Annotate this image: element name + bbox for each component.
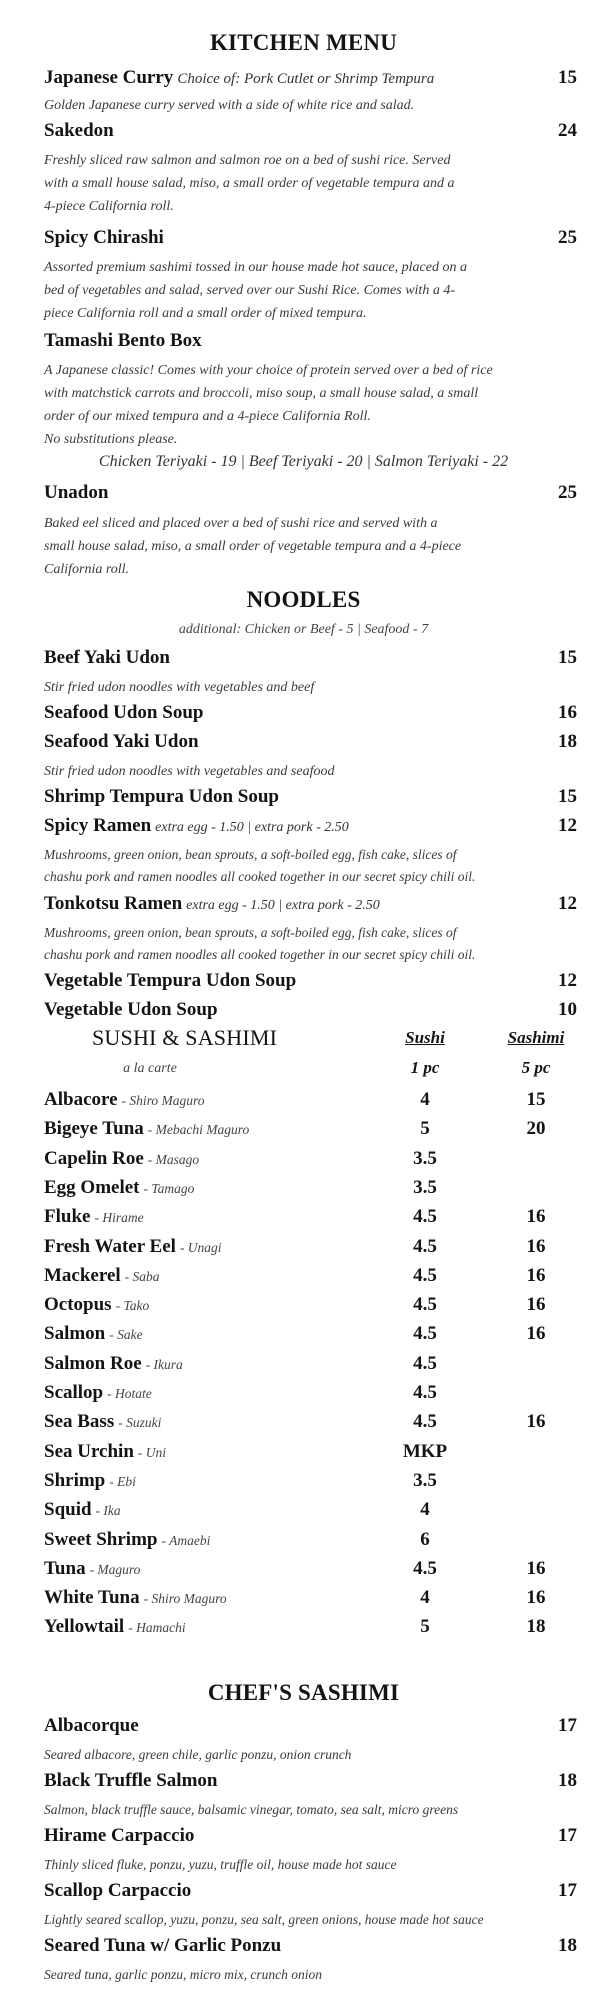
item-options: extra egg - 1.50 | extra pork - 2.50 bbox=[155, 820, 349, 835]
sushi-price: 4.5 bbox=[413, 1265, 437, 1286]
unadon-desc-3: California roll. bbox=[44, 562, 130, 577]
chef-item-price: 17 bbox=[558, 1825, 577, 1846]
chef-item-name: Albacorque bbox=[44, 1715, 139, 1736]
sushi-price: 4.5 bbox=[413, 1411, 437, 1432]
sushi-item-name: Albacore bbox=[44, 1089, 118, 1110]
table-row bbox=[44, 1587, 227, 1609]
sashimi-price: 16 bbox=[526, 1323, 546, 1344]
sushi-item-name: Bigeye Tuna bbox=[44, 1118, 144, 1139]
spicy-chirashi-desc-3: piece California roll and a small order of mixed tempura. bbox=[44, 306, 367, 321]
sashimi-price: 16 bbox=[526, 1265, 546, 1286]
spicy-ramen-price: 12 bbox=[558, 815, 577, 836]
sushi-item-name: Yellowtail bbox=[44, 1616, 125, 1637]
chef-item-price: 17 bbox=[558, 1880, 577, 1901]
sushi-item-japanese-name: - Tamago bbox=[143, 1181, 195, 1196]
sushi-price: 6 bbox=[420, 1529, 430, 1550]
sushi-item-japanese-name: - Ebi bbox=[109, 1474, 136, 1489]
table-row bbox=[44, 1236, 222, 1258]
bento-box-options: Chicken Teriyaki - 19 | Beef Teriyaki - 20 | Salmon Teriyaki - 22 bbox=[98, 453, 509, 470]
noodles-additional: additional: Chicken or Beef - 5 | Seafood - 7 bbox=[178, 622, 429, 637]
beef-yaki-udon-price: 15 bbox=[558, 647, 577, 668]
table-row bbox=[44, 1470, 136, 1492]
table-row bbox=[44, 1529, 210, 1551]
table-row bbox=[44, 1323, 143, 1345]
bento-box-desc-1: A Japanese classic! Comes with your choice of protein served over a bed of rice bbox=[44, 363, 493, 378]
sushi-item-name: Sweet Shrimp bbox=[44, 1529, 158, 1550]
table-row bbox=[44, 1294, 149, 1316]
seafood-udon-soup-name: Seafood Udon Soup bbox=[44, 702, 204, 723]
table-row bbox=[44, 1558, 140, 1580]
spicy-chirashi-desc-2: bed of vegetables and salad, served over our Sushi Rice. Comes with a 4- bbox=[44, 283, 455, 298]
item-name: Tonkotsu Ramen bbox=[44, 893, 183, 914]
sushi-column-header: Sushi bbox=[405, 1028, 445, 1047]
sushi-sashimi-heading: SUSHI & SASHIMI bbox=[92, 1025, 278, 1050]
sakedon-desc-3: 4-piece California roll. bbox=[44, 199, 174, 214]
sashimi-price: 16 bbox=[526, 1587, 546, 1608]
sashimi-price: 18 bbox=[526, 1616, 546, 1637]
japanese-curry-price: 15 bbox=[558, 67, 577, 88]
sushi-item-japanese-name: - Saba bbox=[124, 1269, 160, 1284]
sashimi-price: 16 bbox=[526, 1558, 546, 1579]
sushi-item-name: Salmon Roe bbox=[44, 1353, 142, 1374]
sushi-price: 4.5 bbox=[413, 1323, 437, 1344]
chef-item-desc: Seared albacore, green chile, garlic ponzu, onion crunch bbox=[44, 1747, 352, 1762]
sushi-price: 4 bbox=[420, 1089, 430, 1110]
sushi-column-sub: 1 pc bbox=[410, 1058, 440, 1077]
sushi-item-name: Fresh Water Eel bbox=[44, 1236, 176, 1257]
sushi-item-name: Capelin Roe bbox=[44, 1148, 144, 1169]
spicy-ramen-desc-2: chashu pork and ramen noodles all cooked together in our secret spicy chili oil. bbox=[44, 869, 476, 884]
tonkotsu-ramen-desc-2: chashu pork and ramen noodles all cooked together in our secret spicy chili oil. bbox=[44, 947, 476, 962]
sushi-item-name: Squid bbox=[44, 1499, 92, 1520]
item-name: Japanese Curry bbox=[44, 67, 174, 88]
sushi-item-name: Sea Urchin bbox=[44, 1441, 134, 1462]
table-row bbox=[44, 1411, 161, 1433]
beef-yaki-udon-desc: Stir fried udon noodles with vegetables and beef bbox=[44, 680, 315, 695]
chef-item-name: Black Truffle Salmon bbox=[44, 1770, 218, 1791]
bento-box-name: Tamashi Bento Box bbox=[44, 330, 202, 351]
table-row bbox=[44, 1118, 249, 1140]
sushi-price: 4.5 bbox=[413, 1353, 437, 1374]
chefs-sashimi-heading: CHEF'S SASHIMI bbox=[207, 1680, 400, 1705]
chef-item-name: Seared Tuna w/ Garlic Ponzu bbox=[44, 1935, 282, 1956]
sushi-item-name: Salmon bbox=[44, 1323, 106, 1344]
sushi-item-name: Mackerel bbox=[44, 1265, 121, 1286]
a-la-carte-label: a la carte bbox=[123, 1061, 177, 1076]
tonkotsu-ramen-price: 12 bbox=[558, 893, 577, 914]
chef-item-price: 17 bbox=[558, 1715, 577, 1736]
sushi-item-japanese-name: - Hamachi bbox=[128, 1620, 186, 1635]
sushi-item-name: White Tuna bbox=[44, 1587, 140, 1608]
beef-yaki-udon-name: Beef Yaki Udon bbox=[44, 647, 170, 668]
chef-item-desc: Thinly sliced fluke, ponzu, yuzu, truffle oil, house made hot sauce bbox=[44, 1857, 397, 1872]
sashimi-column-header: Sashimi bbox=[507, 1028, 565, 1047]
unadon-name: Unadon bbox=[44, 482, 109, 503]
sushi-item-name: Tuna bbox=[44, 1558, 86, 1579]
japanese-curry-desc: Golden Japanese curry served with a side of white rice and salad. bbox=[44, 98, 415, 113]
table-row bbox=[44, 1206, 144, 1228]
table-row bbox=[44, 1353, 183, 1375]
spicy-ramen-desc-1: Mushrooms, green onion, bean sprouts, a soft-boiled egg, fish cake, slices of bbox=[44, 847, 457, 862]
sashimi-price: 16 bbox=[526, 1411, 546, 1432]
spicy-chirashi-desc-1: Assorted premium sashimi tossed in our house made hot sauce, placed on a bbox=[44, 260, 467, 275]
table-row bbox=[44, 1499, 121, 1521]
seafood-udon-soup-price: 16 bbox=[558, 702, 577, 723]
sashimi-price: 16 bbox=[526, 1236, 546, 1257]
unadon-desc-2: small house salad, miso, a small order of vegetable tempura and a 4-piece bbox=[44, 539, 462, 554]
sushi-item-name: Sea Bass bbox=[44, 1411, 115, 1432]
table-row bbox=[44, 1089, 205, 1111]
sushi-item-name: Shrimp bbox=[44, 1470, 106, 1491]
sashimi-column-sub: 5 pc bbox=[521, 1058, 551, 1077]
sushi-price: 4.5 bbox=[413, 1558, 437, 1579]
item-options: Choice of: Pork Cutlet or Shrimp Tempura bbox=[177, 71, 435, 87]
sushi-item-japanese-name: - Sake bbox=[109, 1327, 143, 1342]
shrimp-tempura-udon-price: 15 bbox=[558, 786, 577, 807]
sushi-item-japanese-name: - Suzuki bbox=[118, 1415, 162, 1430]
sushi-item-japanese-name: - Tako bbox=[115, 1298, 150, 1313]
sakedon-desc-1: Freshly sliced raw salmon and salmon roe on a bed of sushi rice. Served bbox=[44, 153, 451, 168]
seafood-yaki-udon-name: Seafood Yaki Udon bbox=[44, 731, 199, 752]
sashimi-price: 20 bbox=[526, 1118, 546, 1139]
bento-box-desc-2: with matchstick carrots and broccoli, miso soup, a small house salad, a small bbox=[44, 386, 479, 401]
unadon-price: 25 bbox=[558, 482, 577, 503]
sushi-item-japanese-name: - Hotate bbox=[107, 1386, 152, 1401]
sashimi-price: 15 bbox=[526, 1089, 546, 1110]
sushi-price: 5 bbox=[420, 1616, 430, 1637]
chef-item-name: Scallop Carpaccio bbox=[44, 1880, 192, 1901]
table-row bbox=[44, 1148, 199, 1170]
chef-item-price: 18 bbox=[558, 1935, 577, 1956]
bento-box-desc-3: order of our mixed tempura and a 4-piece California Roll. bbox=[44, 409, 371, 424]
vegetable-udon-soup-price: 10 bbox=[558, 999, 577, 1020]
table-row bbox=[44, 1265, 160, 1287]
sushi-item-japanese-name: - Hirame bbox=[94, 1210, 144, 1225]
table-row bbox=[44, 1177, 194, 1199]
spicy-chirashi-price: 25 bbox=[558, 227, 577, 248]
sushi-price: MKP bbox=[402, 1441, 448, 1462]
sushi-item-japanese-name: - Masago bbox=[147, 1152, 200, 1167]
sushi-item-japanese-name: - Unagi bbox=[179, 1240, 222, 1255]
sushi-item-name: Egg Omelet bbox=[44, 1177, 140, 1198]
sushi-item-japanese-name: - Ikura bbox=[145, 1357, 183, 1372]
chef-item-desc: Salmon, black truffle sauce, balsamic vinegar, tomato, sea salt, micro greens bbox=[44, 1802, 459, 1817]
sakedon-name: Sakedon bbox=[44, 120, 114, 141]
table-row bbox=[44, 1616, 186, 1638]
sakedon-price: 24 bbox=[558, 120, 577, 141]
sushi-price: 3.5 bbox=[413, 1148, 437, 1169]
sushi-item-name: Scallop bbox=[44, 1382, 104, 1403]
sushi-price: 4.5 bbox=[413, 1236, 437, 1257]
sushi-price: 4.5 bbox=[413, 1206, 437, 1227]
sushi-item-japanese-name: - Amaebi bbox=[161, 1533, 211, 1548]
japanese-curry-item bbox=[44, 67, 434, 89]
sushi-item-japanese-name: - Uni bbox=[137, 1445, 167, 1460]
chef-item-price: 18 bbox=[558, 1770, 577, 1791]
item-name: Spicy Ramen bbox=[44, 815, 152, 836]
spicy-chirashi-name: Spicy Chirashi bbox=[44, 227, 164, 248]
sushi-price: 5 bbox=[420, 1118, 430, 1139]
tonkotsu-ramen-item bbox=[44, 893, 380, 915]
vegetable-tempura-udon-price: 12 bbox=[558, 970, 577, 991]
sashimi-price: 16 bbox=[526, 1294, 546, 1315]
chef-item-name: Hirame Carpaccio bbox=[44, 1825, 195, 1846]
vegetable-udon-soup-name: Vegetable Udon Soup bbox=[44, 999, 218, 1020]
vegetable-tempura-udon-name: Vegetable Tempura Udon Soup bbox=[44, 970, 297, 991]
tonkotsu-ramen-desc-1: Mushrooms, green onion, bean sprouts, a soft-boiled egg, fish cake, slices of bbox=[44, 925, 457, 940]
sushi-item-name: Octopus bbox=[44, 1294, 112, 1315]
table-row bbox=[44, 1382, 152, 1404]
table-row bbox=[44, 1441, 166, 1463]
seafood-yaki-udon-desc: Stir fried udon noodles with vegetables and seafood bbox=[44, 764, 335, 779]
sushi-item-japanese-name: - Ika bbox=[95, 1503, 121, 1518]
sushi-price: 4.5 bbox=[413, 1294, 437, 1315]
seafood-yaki-udon-price: 18 bbox=[558, 731, 577, 752]
item-options: extra egg - 1.50 | extra pork - 2.50 bbox=[186, 898, 380, 913]
unadon-desc-1: Baked eel sliced and placed over a bed of sushi rice and served with a bbox=[44, 516, 438, 531]
chef-item-desc: Lightly seared scallop, yuzu, ponzu, sea salt, green onions, house made hot sauce bbox=[44, 1912, 484, 1927]
spicy-ramen-item bbox=[44, 815, 349, 837]
sushi-price: 4 bbox=[420, 1499, 430, 1520]
bento-box-desc-4: No substitutions please. bbox=[44, 432, 178, 447]
kitchen-menu-heading: KITCHEN MENU bbox=[209, 30, 398, 55]
sushi-price: 3.5 bbox=[413, 1470, 437, 1491]
sushi-price: 3.5 bbox=[413, 1177, 437, 1198]
sushi-item-name: Fluke bbox=[44, 1206, 91, 1227]
chef-item-desc: Seared tuna, garlic ponzu, micro mix, crunch onion bbox=[44, 1967, 322, 1982]
noodles-heading: NOODLES bbox=[246, 587, 361, 612]
sushi-item-japanese-name: - Shiro Maguro bbox=[143, 1591, 227, 1606]
shrimp-tempura-udon-name: Shrimp Tempura Udon Soup bbox=[44, 786, 279, 807]
sushi-item-japanese-name: - Shiro Maguro bbox=[121, 1093, 205, 1108]
sushi-item-japanese-name: - Mebachi Maguro bbox=[147, 1122, 250, 1137]
sushi-price: 4 bbox=[420, 1587, 430, 1608]
sushi-item-japanese-name: - Maguro bbox=[89, 1562, 141, 1577]
sakedon-desc-2: with a small house salad, miso, a small order of vegetable tempura and a bbox=[44, 176, 455, 191]
sushi-price: 4.5 bbox=[413, 1382, 437, 1403]
sashimi-price: 16 bbox=[526, 1206, 546, 1227]
